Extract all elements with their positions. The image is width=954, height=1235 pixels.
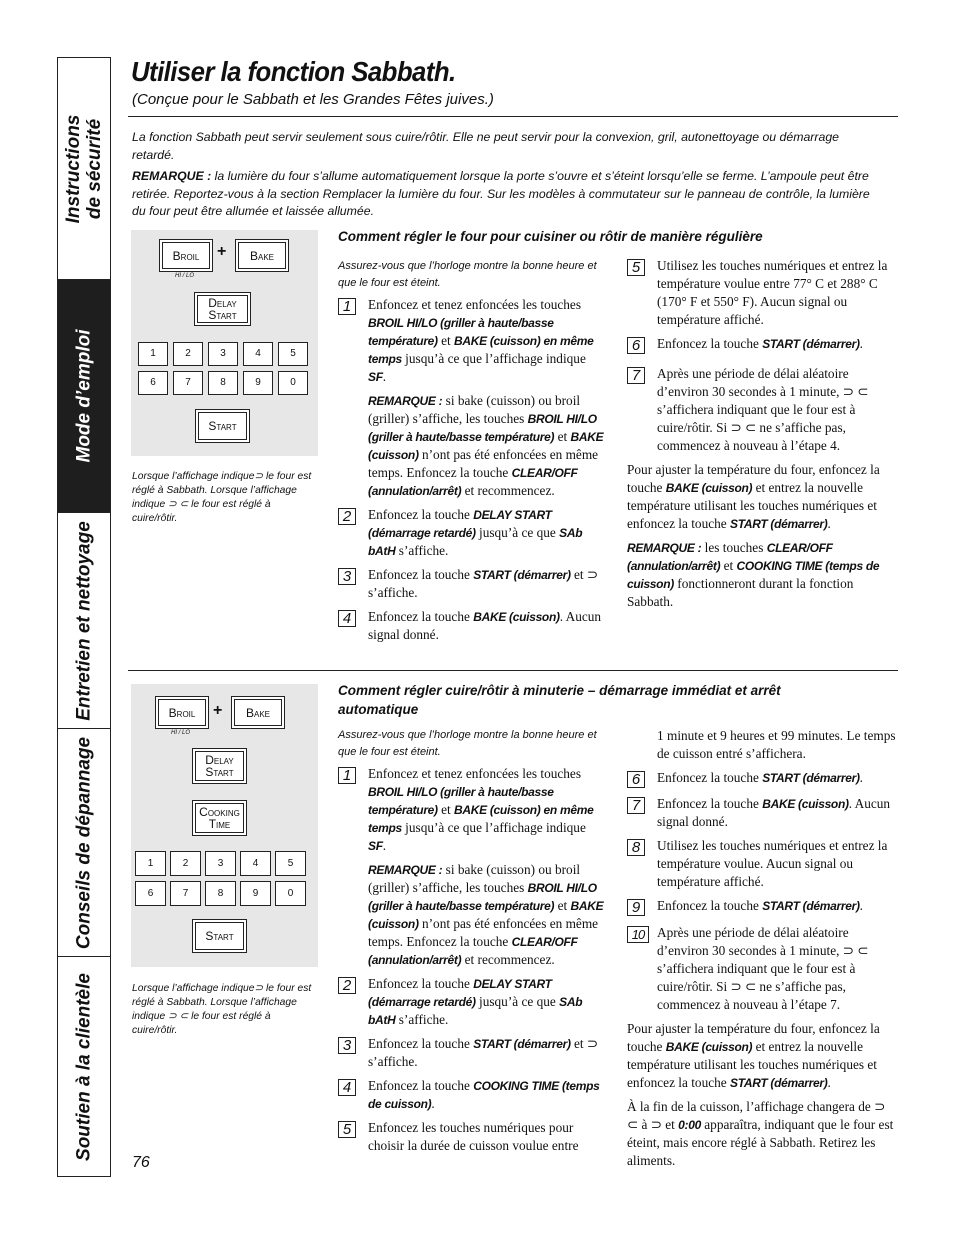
step-text: s’affiche. xyxy=(395,1012,449,1027)
step-text: s’affiche. xyxy=(368,1054,418,1069)
remark-label: REMARQUE : xyxy=(368,863,443,877)
step-number: 3 xyxy=(338,568,356,585)
step-text: . Aucun signal donné. xyxy=(657,796,891,829)
step-text: . Aucun signal donné. xyxy=(368,609,602,642)
key-name: CLEAR/OFF (annulation/arrêt) xyxy=(627,541,833,573)
key-label xyxy=(205,754,234,778)
step-number: 1 xyxy=(338,767,356,784)
key-name: START (démarrer) xyxy=(762,337,860,351)
step-4 xyxy=(338,1077,606,1113)
section1-note: Assurez-vous que l’horloge montre la bonne heure et que le four est éteint. xyxy=(338,260,597,289)
step-text: Enfoncez la touche xyxy=(368,1036,474,1051)
display-code: SF xyxy=(368,839,383,853)
step-text: Utilisez les touches numériques et entrez la température voulue. Aucun signal ou température affiché. xyxy=(657,838,888,889)
step-number: 5 xyxy=(627,259,645,276)
tab-soutien-clientele[interactable] xyxy=(58,957,110,1176)
bake-symbol: ⊃ ⊂ xyxy=(168,499,189,510)
key-label-line2: Time xyxy=(208,817,231,831)
digit-key: 5 xyxy=(278,342,308,366)
step-text: Enfoncez la touche xyxy=(657,796,763,811)
key-name: START (démarrer) xyxy=(473,568,571,582)
remark-text: fonctionneront durant la fonction Sabbath. xyxy=(627,576,854,609)
step-text: Enfoncez la touche xyxy=(368,609,474,624)
tab-label xyxy=(63,114,105,223)
digit-key: 8 xyxy=(205,881,236,906)
digit-key: 9 xyxy=(240,881,271,906)
para-text: Pour ajuster la température du four, enfoncez la touche xyxy=(627,462,880,495)
section2-left-column xyxy=(338,727,606,1161)
key-label-line2: Start xyxy=(205,765,234,779)
remark-label: REMARQUE : xyxy=(368,394,443,408)
step-number: 8 xyxy=(627,839,645,856)
digit-key: 2 xyxy=(170,851,201,876)
digit-key: 7 xyxy=(173,371,203,395)
step-text: Enfoncez la touche xyxy=(657,336,763,351)
caption-text: le four est réglé à cuire/rôtir. xyxy=(132,1011,271,1036)
broil-key xyxy=(159,239,213,272)
step-9 xyxy=(627,897,897,915)
remark-text: et xyxy=(554,429,571,444)
digit-key: 0 xyxy=(278,371,308,395)
step-text: Enfoncez la touche xyxy=(368,507,474,522)
step-1 xyxy=(338,765,606,969)
step-number: 4 xyxy=(338,1079,356,1096)
key-name: BAKE (cuisson) en même temps xyxy=(368,334,594,366)
section-sidebar xyxy=(57,57,111,1177)
step-text: et xyxy=(570,567,587,582)
caption-text: le four est réglé à cuire/rôtir. xyxy=(132,499,271,524)
para-text: apparaîtra, indiquant que le four est éteint, mais encore réglé à Sabbath. Retirez les aliments. xyxy=(627,1117,894,1168)
key-name: DELAY START (démarrage retardé) xyxy=(368,508,552,540)
page-title: Utiliser la fonction Sabbath. xyxy=(131,56,456,87)
broil-key xyxy=(155,696,209,729)
caption-text: Lorsque l’affichage indique xyxy=(132,983,255,994)
step-text: ne s’affiche pas, commencez à nouveau à l’étape 7. xyxy=(657,979,846,1012)
digit-key: 9 xyxy=(243,371,273,395)
tab-mode-emploi[interactable] xyxy=(58,280,110,513)
key-label-line1: Delay xyxy=(205,753,234,767)
start-key xyxy=(195,409,250,443)
sabbath-symbol: ⊃ xyxy=(254,471,264,482)
step-text: Enfoncez et tenez enfoncées les touches xyxy=(368,297,582,312)
para-text: et entrez la nouvelle température utilisant les touches numériques et enfoncez la touche xyxy=(627,1039,877,1090)
intro-text xyxy=(132,129,877,225)
step-2 xyxy=(338,506,606,560)
step-number: 2 xyxy=(338,508,356,525)
remark-paragraph xyxy=(627,539,897,611)
step-number: 6 xyxy=(627,337,645,354)
step-1 xyxy=(338,296,606,500)
bake-symbol: ⊃ ⊂ xyxy=(168,1011,189,1022)
adjust-paragraph xyxy=(627,1020,897,1092)
delay-start-key xyxy=(194,292,251,326)
section-divider xyxy=(128,670,898,671)
hilo-label: HI / LO xyxy=(171,730,191,736)
digit-key: 7 xyxy=(170,881,201,906)
key-name: COOKING TIME (temps de cuisson) xyxy=(368,1079,600,1111)
step-text: Enfoncez la touche xyxy=(657,770,763,785)
digit-key: 0 xyxy=(275,881,306,906)
remark-text: et xyxy=(720,558,737,573)
sabbath-symbol: ⊃ xyxy=(586,1036,599,1051)
digit-key: 1 xyxy=(138,342,168,366)
digit-key: 3 xyxy=(208,342,238,366)
step-5 xyxy=(627,257,897,329)
step-text: ne s’affiche pas, commencez à nouveau à l’étape 4. xyxy=(657,420,846,453)
step-text: jusqu’à ce que l’affichage indique xyxy=(401,351,586,366)
digit-key: 6 xyxy=(138,371,168,395)
keypad-diagram-1 xyxy=(131,230,318,456)
caption-text: Lorsque l’affichage indique xyxy=(132,471,255,482)
step-6 xyxy=(627,769,897,787)
section2-note: Assurez-vous que l’horloge montre la bonne heure et que le four est éteint. xyxy=(338,729,597,758)
step-text: . xyxy=(859,770,863,785)
para-text: et entrez la nouvelle température utilisant les touches numériques et enfoncez la touche xyxy=(627,480,877,531)
step-text: Enfoncez la touche xyxy=(368,976,474,991)
digit-key: 6 xyxy=(135,881,166,906)
step-number: 10 xyxy=(627,926,649,943)
bake-symbol: ⊃ ⊂ xyxy=(842,384,869,399)
key-label: Bake xyxy=(245,705,270,720)
bake-symbol: ⊃ ⊂ xyxy=(730,420,757,435)
key-name: CLEAR/OFF (annulation/arrêt) xyxy=(368,935,578,967)
tab-label-line2: de sécurité xyxy=(84,118,105,219)
key-name: BROIL HI/LO (griller à haute/basse température) xyxy=(368,881,597,913)
key-name: DELAY START (démarrage retardé) xyxy=(368,977,552,1009)
step-text: . xyxy=(382,369,387,384)
digit-key: 3 xyxy=(205,851,236,876)
step-2 xyxy=(338,975,606,1029)
step-number: 1 xyxy=(338,298,356,315)
page-number: 76 xyxy=(132,1154,150,1171)
remark-label: REMARQUE : xyxy=(627,541,702,555)
step-text: jusqu’à ce que xyxy=(475,525,560,540)
step-text: et xyxy=(437,802,455,817)
key-label xyxy=(208,297,237,321)
remark-text: et recommencez. xyxy=(461,952,555,967)
step-text: s’affiche. xyxy=(368,585,418,600)
step-text: jusqu’à ce que l’affichage indique xyxy=(401,820,586,835)
key-name: CLEAR/OFF (annulation/arrêt) xyxy=(368,466,578,498)
step-text: . xyxy=(859,336,863,351)
bake-key xyxy=(235,239,289,272)
note-text: la lumière du four s’allume automatiquement lorsque la porte s’ouvre et s’éteint lorsqu’elle se ferme. L’ampoule peut être retirée. Reportez-vous à la section Remplacer la lumière du four. Sur les modèles à commutateur sur le panneau de contrôle, la lumière du four peut être allumée et laissée allumée. xyxy=(132,169,870,218)
key-name: START (démarrer) xyxy=(730,517,828,531)
step-text: . xyxy=(859,898,863,913)
step-number: 6 xyxy=(627,771,645,788)
key-label: Start xyxy=(208,419,237,433)
step-8 xyxy=(627,837,897,891)
tab-label: Entretien et nettoyage xyxy=(73,520,95,721)
caption-text: le four est réglé à Sabbath. Lorsque l’affichage indique xyxy=(132,983,312,1022)
adjust-paragraph xyxy=(627,461,897,533)
key-label-line1: Cooking xyxy=(199,805,240,819)
para-text: . xyxy=(827,1075,831,1090)
bake-symbol: ⊃ ⊂ xyxy=(627,1099,886,1132)
step-number: 2 xyxy=(338,977,356,994)
step-text: Enfoncez la touche xyxy=(657,898,763,913)
key-name: BAKE (cuisson) xyxy=(368,430,604,462)
key-label: Bake xyxy=(249,248,274,263)
remark-text: n’ont pas été enfoncées en même temps. Enfoncez la touche xyxy=(368,447,599,480)
key-label xyxy=(199,806,240,830)
digit-key: 5 xyxy=(275,851,306,876)
step-text: Après une période de délai aléatoire d’environ 30 secondes à 1 minute, xyxy=(657,366,849,399)
tab-label: Soutien à la clientèle xyxy=(73,972,95,1161)
step-text: et xyxy=(570,1036,587,1051)
digit-key: 2 xyxy=(173,342,203,366)
step5-continued: 1 minute et 9 heures et 99 minutes. Le temps de cuisson entré s’affichera. xyxy=(657,728,896,761)
step-number: 3 xyxy=(338,1037,356,1054)
step-text: s’affichera indiquant que le four est à cuire/rôtir. Si xyxy=(657,402,856,435)
tab-entretien-nettoyage[interactable] xyxy=(58,513,110,729)
key-name: START (démarrer) xyxy=(730,1076,828,1090)
step-text: Enfoncez les touches numériques pour choisir la durée de cuisson voulue entre xyxy=(368,1120,579,1153)
section2-right-column xyxy=(627,727,897,1176)
page-subtitle: (Conçue pour le Sabbath et les Grandes Fêtes juives.) xyxy=(132,91,494,108)
key-label: Start xyxy=(205,929,234,943)
para-text: Pour ajuster la température du four, enfoncez la touche xyxy=(627,1021,880,1054)
step-6 xyxy=(627,335,897,353)
key-name: BROIL HI/LO (griller à haute/basse température) xyxy=(368,316,554,348)
para-text: À la fin de la cuisson, l’affichage changera de xyxy=(627,1099,875,1114)
step-text: Enfoncez et tenez enfoncées les touches xyxy=(368,766,582,781)
digit-key: 4 xyxy=(240,851,271,876)
display-code: 0:00 xyxy=(678,1118,701,1132)
step-5 xyxy=(338,1119,606,1155)
keypad-caption-2 xyxy=(132,982,318,1038)
remark-text: et xyxy=(554,898,571,913)
step-number: 4 xyxy=(338,610,356,627)
tab-label-line1: Instructions xyxy=(63,114,84,223)
keypad-diagram-2 xyxy=(131,684,318,967)
step-4 xyxy=(338,608,606,644)
step-text: s’affichera indiquant que le four est à cuire/rôtir. Si xyxy=(657,961,856,994)
keypad-caption-1 xyxy=(132,470,318,526)
step-text: . xyxy=(431,1096,435,1111)
digit-key: 4 xyxy=(243,342,273,366)
key-name: START (démarrer) xyxy=(473,1037,571,1051)
step-text: et xyxy=(437,333,455,348)
remark-text: n’ont pas été enfoncées en même temps. Enfoncez la touche xyxy=(368,916,599,949)
plus-sign: + xyxy=(213,702,223,719)
intro-paragraph: La fonction Sabbath peut servir seulement sous cuire/rôtir. Elle ne peut servir pour la convexion, gril, autonettoyage ou démarrage retardé. xyxy=(132,130,840,162)
step-text: Enfoncez la touche xyxy=(368,1078,474,1093)
key-name: BAKE (cuisson) xyxy=(368,899,604,931)
step-number: 7 xyxy=(627,797,645,814)
digit-key: 1 xyxy=(135,851,166,876)
digit-key: 8 xyxy=(208,371,238,395)
key-label: Broil xyxy=(168,705,196,720)
key-name: BAKE (cuisson) xyxy=(665,481,753,495)
key-name: COOKING TIME (temps de cuisson) xyxy=(627,559,880,591)
tab-conseils-depannage[interactable] xyxy=(58,729,110,957)
section1-heading: Comment régler le four pour cuisiner ou rôtir de manière régulière xyxy=(338,229,763,244)
step-number: 5 xyxy=(338,1121,356,1138)
step-3 xyxy=(338,1035,606,1071)
step1-remark xyxy=(368,861,606,969)
tab-label: Mode d’emploi xyxy=(73,329,95,463)
delay-start-key xyxy=(192,748,247,784)
caption-text: le four est réglé à Sabbath. Lorsque l’affichage indique xyxy=(132,471,312,510)
key-label: Broil xyxy=(172,248,200,263)
key-name: BAKE (cuisson) xyxy=(473,610,560,624)
key-label-line2: Start xyxy=(208,308,237,322)
display-code: SAb bAtH xyxy=(368,526,583,558)
para-text: et xyxy=(661,1117,679,1132)
step-10 xyxy=(627,924,897,1014)
hilo-label: HI / LO xyxy=(175,273,195,279)
remark-text: si bake (cuisson) ou broil (griller) s’affiche, les touches xyxy=(368,393,581,426)
key-name: BAKE (cuisson) xyxy=(665,1040,753,1054)
tab-label: Conseils de dépannage xyxy=(73,736,95,949)
para-text: à xyxy=(638,1117,651,1132)
intro-note xyxy=(132,168,877,221)
note-label: REMARQUE : xyxy=(132,169,212,183)
sabbath-symbol: ⊃ xyxy=(586,567,599,582)
remark-text: si bake (cuisson) ou broil (griller) s’affiche, les touches xyxy=(368,862,581,895)
end-paragraph xyxy=(627,1098,897,1170)
section1-left-column xyxy=(338,258,606,650)
step-7 xyxy=(627,365,897,455)
key-name: BAKE (cuisson) xyxy=(762,797,849,811)
section2-heading: Comment régler cuire/rôtir à minuterie – démarrage immédiat et arrêt automatique xyxy=(338,683,781,717)
section1-right-column xyxy=(627,257,897,617)
step-text: Après une période de délai aléatoire d’environ 30 secondes à 1 minute, xyxy=(657,925,849,958)
key-name: BROIL HI/LO (griller à haute/basse température) xyxy=(368,785,554,817)
plus-sign: + xyxy=(217,243,227,260)
para-text: . xyxy=(827,516,831,531)
bake-symbol: ⊃ ⊂ xyxy=(730,979,757,994)
step-7 xyxy=(627,795,897,831)
cooking-time-key xyxy=(192,800,247,836)
step-number: 7 xyxy=(627,367,645,384)
step-text: s’affiche. xyxy=(395,543,449,558)
step-text: Enfoncez la touche xyxy=(368,567,474,582)
key-name: BAKE (cuisson) en même temps xyxy=(368,803,594,835)
display-code: SF xyxy=(368,370,383,384)
sabbath-symbol: ⊃ xyxy=(254,983,264,994)
tab-instructions-securite[interactable] xyxy=(58,58,110,280)
start-key xyxy=(192,919,247,953)
sabbath-symbol: ⊃ xyxy=(650,1117,662,1132)
step-number: 9 xyxy=(627,899,645,916)
display-code: SAb bAtH xyxy=(368,995,583,1027)
key-name: START (démarrer) xyxy=(762,771,860,785)
step1-remark xyxy=(368,392,606,500)
key-name: START (démarrer) xyxy=(762,899,860,913)
remark-text: et recommencez. xyxy=(461,483,555,498)
step-text: jusqu’à ce que xyxy=(475,994,560,1009)
header-divider xyxy=(128,116,898,117)
key-name: BROIL HI/LO (griller à haute/basse température) xyxy=(368,412,597,444)
step-text: . xyxy=(382,838,387,853)
key-label-line1: Delay xyxy=(208,296,237,310)
remark-text: les touches xyxy=(701,540,767,555)
step-3 xyxy=(338,566,606,602)
bake-symbol: ⊃ ⊂ xyxy=(842,943,869,958)
step-text: Utilisez les touches numériques et entrez la température voulue entre 77° C et 288° C (170° F et 550° F). Aucun signal ou température affiché. xyxy=(657,258,888,327)
bake-key xyxy=(231,696,285,729)
